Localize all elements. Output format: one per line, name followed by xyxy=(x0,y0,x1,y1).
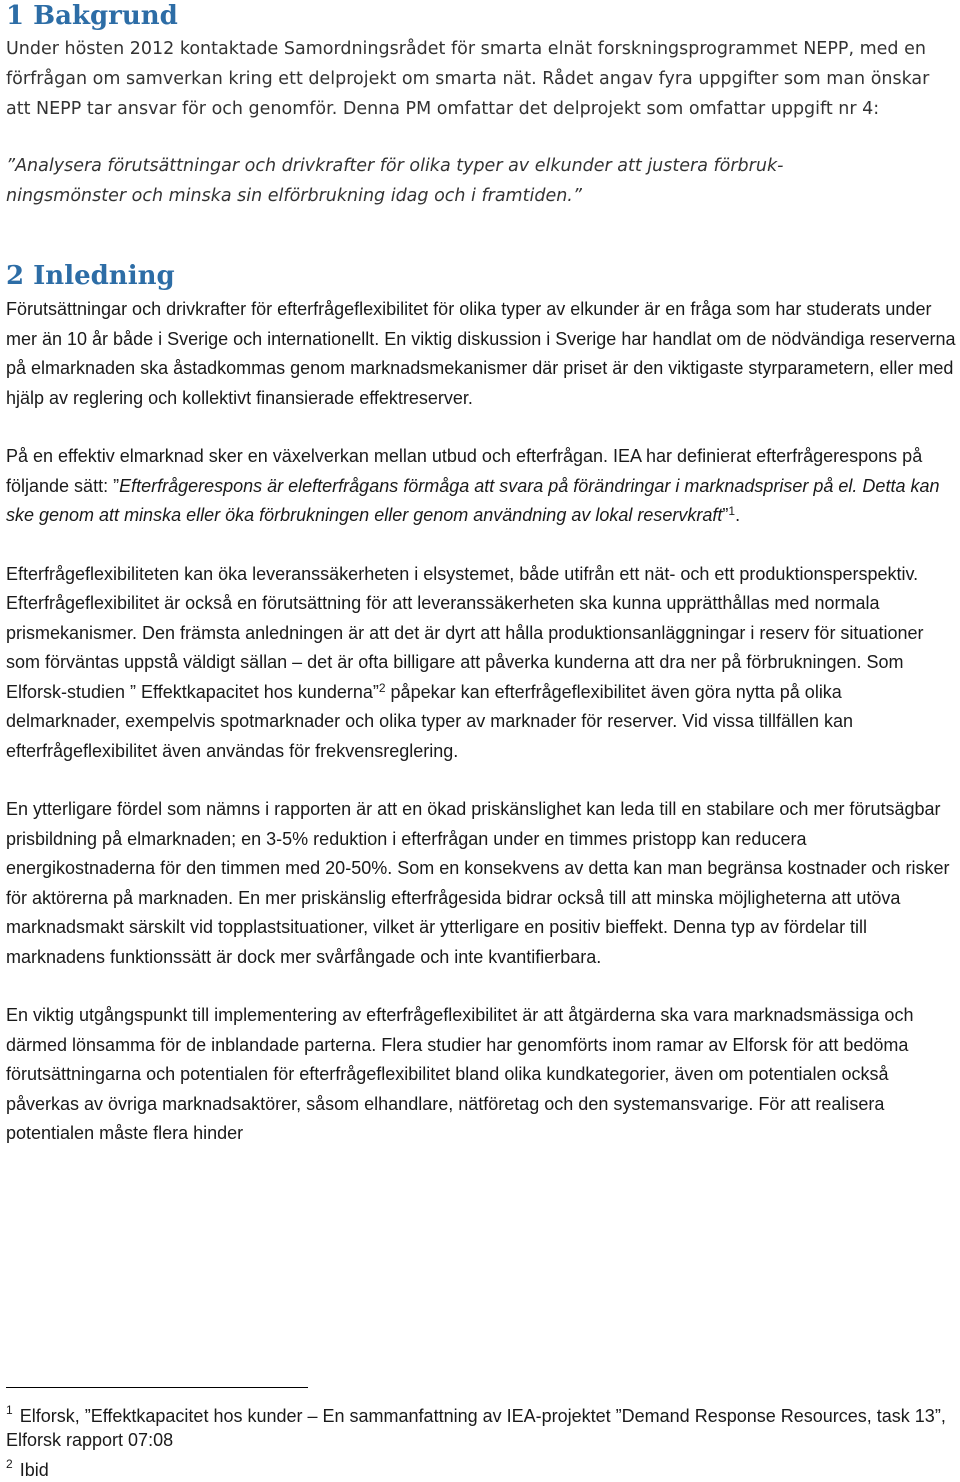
paragraph-inledning-1: Förutsättningar och drivkrafter för efterfrågeflexibilitet för olika typer av elkunder är en fråga som har studerats under mer än 10 år både i Sverige och internationellt. En viktig diskussion i Sverige har handlat om de nödvändiga reserverna på elmarknaden ska åstadkommas genom marknadsmekanismer där priset är den viktigaste styrparametern, eller med hjälp av reglering och kollektivt finansierade effektreserver. xyxy=(6,299,956,408)
footnote-text: Elforsk, ”Effektkapacitet hos kunder – En sammanfattning av IEA-projektet ”Demand Response Resources, task 13”, Elforsk rapport 07:08 xyxy=(6,1406,946,1450)
paragraph-inledning-2: På en effektiv elmarknad sker en växelverkan mellan utbud och efterfrågan. IEA har definierat efterfrågerespons på följande sätt: ”Efterfrågerespons är elefterfrågans förmåga att svara på förändringar i marknadspriser på el. Detta kan ske genom att minska eller öka förbrukningen eller genom användning av lokal reservkraft”$^1$. xyxy=(6,446,940,525)
footnote-separator xyxy=(6,1387,308,1388)
footnote-number: 2 xyxy=(6,1457,13,1471)
paragraph-inledning-5: En viktig utgångspunkt till implementering av efterfrågeflexibilitet är att åtgärderna ska vara marknadsmässiga och därmed lönsamma för de inblandade parterna. Flera studier har genomförts inom ramar av Elforsk för att bedöma förutsättningarna och potentialen för efterfrågeflexibilitet bland olika kundkategorier, även om potentialen också påverkas av övriga marknadsaktörer, såsom elhandlare, nätföretag och den systemansvarige. För att realisera potentialen måste flera hinder xyxy=(6,1005,914,1143)
footnote-ref-2[interactable]: 2 xyxy=(378,680,386,695)
footnote-number: 1 xyxy=(6,1403,13,1417)
section-heading-inledning: 2 Inledning xyxy=(6,261,175,291)
document-page xyxy=(6,0,956,1149)
footnote-1 xyxy=(6,1398,956,1452)
footnote-2 xyxy=(6,1452,956,1482)
footnote-text: Ibid xyxy=(19,1460,49,1480)
footnote-ref-1[interactable]: 1 xyxy=(728,504,736,518)
paragraph-bakgrund: Under hösten 2012 kontaktade Samordningsrådet för smarta elnät forskningsprogrammet NEPP, med en förfrågan om samverkan kring ett delprojekt om smarta nät. Rådet angav fyra uppgifter som man önskar att NEPP tar ansvar för och genomför. Denna PM omfattar det delprojekt som omfattar uppgift nr 4: xyxy=(6,39,930,119)
iea-definition-quote: Efterfrågerespons är elefterfrågans förmåga att svara på förändringar i marknadspriser på el. Detta kan ske genom att minska eller öka förbrukningen eller genom användning av lokal reservkraft xyxy=(6,475,940,525)
paragraph-inledning-3: Efterfrågeflexibiliteten kan öka leveranssäkerheten i elsystemet, både utifrån ett nät- och ett produktionsperspektiv. Efterfrågeflexibilitet är också en förutsättning för att leveranssäkerheten ska kunna upprätthållas med normala prismekanismer. Den främsta anledningen är att det är dyrt att hålla produktionsanläggningar i reserv för situationer som förväntas uppstå väldigt sällan – det är ofta billigare att påverka kunderna att dra ner på förbrukningen. Som Elforsk-studien ” Effektkapacitet hos kunderna”$^2$ påpekar kan efterfrågeflexibilitet även göra nytta på olika delmarknader, exempelvis spotmarknader och olika typer av marknader för reserver. Vid vissa tillfällen kan efterfrågeflexibilitet även användas för frekvensreglering. xyxy=(6,563,924,761)
footnotes xyxy=(6,1398,956,1482)
paragraph-inledning-4: En ytterligare fördel som nämns i rapporten är att en ökad priskänslighet kan leda till en stabilare och mer förutsägbar prisbildning på elmarknaden; en 3-5% reduktion i efterfrågan under en timmes pristopp kan reducera energikostnaderna för den timmen med 20-50%. Som en konsekvens av detta kan man begränsa kostnader och risker för aktörerna på marknaden. En mer priskänslig efterfrågesida bidrar också till att minska möjligheterna att utöva marknadsmakt särskilt vid topplastsituationer, vilket är ytterligare en positiv bieffekt. Denna typ av fördelar till marknadens funktionssätt är dock mer svårfångade och inte kvantifierbara. xyxy=(6,799,950,967)
paragraph-lead-text: På en effektiv elmarknad sker en växelverkan mellan utbud och efterfrågan. IEA har definierat efterfrågerespons på följande sätt: ” xyxy=(6,446,923,496)
section-heading-bakgrund: 1 Bakgrund xyxy=(6,1,178,31)
quote-uppgift-4: ”Analysera förutsättningar och drivkrafter för olika typer av elkunder att justera förbruk-ningsmönster och minska sin elförbrukning idag och i framtiden.” xyxy=(6,156,784,206)
